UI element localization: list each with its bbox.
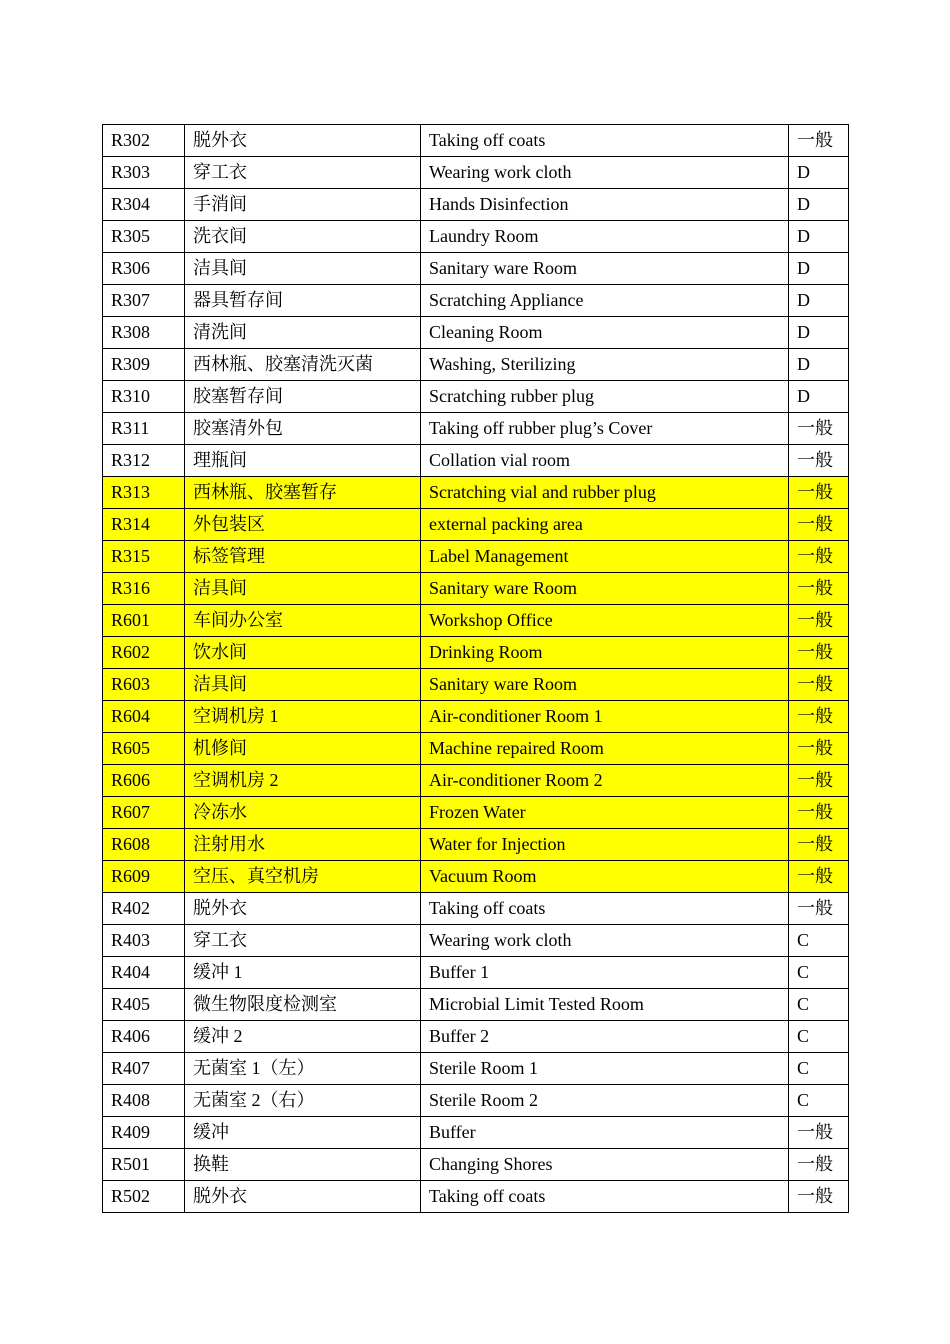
table-row: [103, 445, 849, 477]
room-name-cn-cell: 机修间: [185, 733, 421, 765]
room-name-en-cell: Changing Shores: [421, 1149, 789, 1181]
room-code-cell: R604: [103, 701, 185, 733]
room-code-cell: R408: [103, 1085, 185, 1117]
room-name-cn-cell: 空调机房 1: [185, 701, 421, 733]
room-name-en-cell: Microbial Limit Tested Room: [421, 989, 789, 1021]
room-name-en-cell: Cleaning Room: [421, 317, 789, 349]
room-name-cn-cell: 缓冲 2: [185, 1021, 421, 1053]
cleanliness-grade-cell: 一般: [789, 1117, 849, 1149]
room-code-cell: R311: [103, 413, 185, 445]
room-name-cn-cell: 洁具间: [185, 573, 421, 605]
room-name-cn-cell: 空压、真空机房: [185, 861, 421, 893]
room-code-cell: R402: [103, 893, 185, 925]
table-row: [103, 957, 849, 989]
room-code-cell: R603: [103, 669, 185, 701]
room-name-cn-cell: 西林瓶、胶塞暂存: [185, 477, 421, 509]
table-row: [103, 797, 849, 829]
cleanliness-grade-cell: C: [789, 1085, 849, 1117]
room-code-cell: R315: [103, 541, 185, 573]
room-code-cell: R308: [103, 317, 185, 349]
table-row: [103, 477, 849, 509]
room-code-cell: R605: [103, 733, 185, 765]
room-name-cn-cell: 脱外衣: [185, 893, 421, 925]
room-name-en-cell: external packing area: [421, 509, 789, 541]
room-name-en-cell: Air-conditioner Room 2: [421, 765, 789, 797]
room-code-cell: R502: [103, 1181, 185, 1213]
room-name-en-cell: Sterile Room 2: [421, 1085, 789, 1117]
room-name-en-cell: Sanitary ware Room: [421, 669, 789, 701]
cleanliness-grade-cell: 一般: [789, 893, 849, 925]
room-code-cell: R607: [103, 797, 185, 829]
table-row: [103, 861, 849, 893]
room-name-en-cell: Collation vial room: [421, 445, 789, 477]
room-code-cell: R314: [103, 509, 185, 541]
room-name-cn-cell: 无菌室 2（右）: [185, 1085, 421, 1117]
cleanliness-grade-cell: D: [789, 253, 849, 285]
cleanliness-grade-cell: 一般: [789, 797, 849, 829]
room-name-cn-cell: 清洗间: [185, 317, 421, 349]
cleanliness-grade-cell: D: [789, 381, 849, 413]
room-name-en-cell: Sanitary ware Room: [421, 573, 789, 605]
room-code-cell: R303: [103, 157, 185, 189]
table-row: [103, 285, 849, 317]
cleanliness-grade-cell: 一般: [789, 1149, 849, 1181]
room-code-cell: R601: [103, 605, 185, 637]
room-name-en-cell: Wearing work cloth: [421, 157, 789, 189]
cleanliness-grade-cell: C: [789, 1021, 849, 1053]
room-code-cell: R312: [103, 445, 185, 477]
room-code-cell: R307: [103, 285, 185, 317]
room-code-cell: R316: [103, 573, 185, 605]
room-name-cn-cell: 洗衣间: [185, 221, 421, 253]
room-code-cell: R310: [103, 381, 185, 413]
table-row: [103, 733, 849, 765]
room-name-cn-cell: 器具暂存间: [185, 285, 421, 317]
room-name-en-cell: Taking off rubber plug’s Cover: [421, 413, 789, 445]
cleanliness-grade-cell: 一般: [789, 445, 849, 477]
room-name-cn-cell: 穿工衣: [185, 157, 421, 189]
table-row: [103, 1149, 849, 1181]
room-name-cn-cell: 缓冲: [185, 1117, 421, 1149]
room-name-en-cell: Scratching rubber plug: [421, 381, 789, 413]
room-name-cn-cell: 手消间: [185, 189, 421, 221]
table-row: [103, 605, 849, 637]
cleanliness-grade-cell: 一般: [789, 573, 849, 605]
room-code-cell: R313: [103, 477, 185, 509]
room-code-cell: R305: [103, 221, 185, 253]
table-row: [103, 253, 849, 285]
room-name-en-cell: Vacuum Room: [421, 861, 789, 893]
cleanliness-grade-cell: D: [789, 189, 849, 221]
room-name-en-cell: Workshop Office: [421, 605, 789, 637]
room-code-cell: R609: [103, 861, 185, 893]
room-name-cn-cell: 空调机房 2: [185, 765, 421, 797]
room-name-cn-cell: 车间办公室: [185, 605, 421, 637]
table-row: [103, 925, 849, 957]
cleanliness-grade-cell: 一般: [789, 413, 849, 445]
cleanliness-grade-cell: 一般: [789, 605, 849, 637]
room-table: [102, 124, 849, 1213]
room-name-en-cell: Scratching vial and rubber plug: [421, 477, 789, 509]
room-code-cell: R309: [103, 349, 185, 381]
table-row: [103, 189, 849, 221]
cleanliness-grade-cell: 一般: [789, 1181, 849, 1213]
room-name-cn-cell: 无菌室 1（左）: [185, 1053, 421, 1085]
room-code-cell: R304: [103, 189, 185, 221]
room-code-cell: R501: [103, 1149, 185, 1181]
cleanliness-grade-cell: 一般: [789, 669, 849, 701]
table-row: [103, 413, 849, 445]
table-row: [103, 1053, 849, 1085]
cleanliness-grade-cell: 一般: [789, 861, 849, 893]
cleanliness-grade-cell: 一般: [789, 125, 849, 157]
cleanliness-grade-cell: C: [789, 1053, 849, 1085]
cleanliness-grade-cell: 一般: [789, 541, 849, 573]
room-name-cn-cell: 胶塞暂存间: [185, 381, 421, 413]
cleanliness-grade-cell: C: [789, 925, 849, 957]
table-row: [103, 701, 849, 733]
room-name-en-cell: Washing, Sterilizing: [421, 349, 789, 381]
table-row: [103, 637, 849, 669]
room-code-cell: R306: [103, 253, 185, 285]
room-name-cn-cell: 西林瓶、胶塞清洗灭菌: [185, 349, 421, 381]
cleanliness-grade-cell: 一般: [789, 637, 849, 669]
room-name-en-cell: Sanitary ware Room: [421, 253, 789, 285]
room-name-en-cell: Label Management: [421, 541, 789, 573]
table-row: [103, 1085, 849, 1117]
room-name-en-cell: Machine repaired Room: [421, 733, 789, 765]
room-name-cn-cell: 外包装区: [185, 509, 421, 541]
room-name-cn-cell: 微生物限度检测室: [185, 989, 421, 1021]
cleanliness-grade-cell: 一般: [789, 765, 849, 797]
room-code-cell: R602: [103, 637, 185, 669]
cleanliness-grade-cell: 一般: [789, 701, 849, 733]
cleanliness-grade-cell: 一般: [789, 477, 849, 509]
cleanliness-grade-cell: D: [789, 157, 849, 189]
room-name-cn-cell: 脱外衣: [185, 125, 421, 157]
room-name-en-cell: Taking off coats: [421, 125, 789, 157]
table-row: [103, 765, 849, 797]
cleanliness-grade-cell: C: [789, 957, 849, 989]
room-table-body: [103, 125, 849, 1213]
room-name-en-cell: Taking off coats: [421, 893, 789, 925]
room-name-cn-cell: 注射用水: [185, 829, 421, 861]
room-name-en-cell: Wearing work cloth: [421, 925, 789, 957]
room-code-cell: R409: [103, 1117, 185, 1149]
room-name-cn-cell: 洁具间: [185, 669, 421, 701]
room-code-cell: R608: [103, 829, 185, 861]
room-name-en-cell: Water for Injection: [421, 829, 789, 861]
table-row: [103, 509, 849, 541]
room-code-cell: R404: [103, 957, 185, 989]
room-name-en-cell: Drinking Room: [421, 637, 789, 669]
cleanliness-grade-cell: 一般: [789, 829, 849, 861]
room-name-cn-cell: 饮水间: [185, 637, 421, 669]
room-name-en-cell: Taking off coats: [421, 1181, 789, 1213]
table-row: [103, 829, 849, 861]
room-name-cn-cell: 洁具间: [185, 253, 421, 285]
room-name-cn-cell: 冷冻水: [185, 797, 421, 829]
room-name-en-cell: Scratching Appliance: [421, 285, 789, 317]
room-name-en-cell: Hands Disinfection: [421, 189, 789, 221]
room-code-cell: R302: [103, 125, 185, 157]
room-name-en-cell: Air-conditioner Room 1: [421, 701, 789, 733]
room-name-cn-cell: 穿工衣: [185, 925, 421, 957]
room-name-en-cell: Frozen Water: [421, 797, 789, 829]
table-row: [103, 317, 849, 349]
cleanliness-grade-cell: D: [789, 317, 849, 349]
table-row: [103, 349, 849, 381]
room-name-en-cell: Sterile Room 1: [421, 1053, 789, 1085]
room-name-cn-cell: 脱外衣: [185, 1181, 421, 1213]
room-name-en-cell: Buffer 2: [421, 1021, 789, 1053]
cleanliness-grade-cell: D: [789, 285, 849, 317]
table-row: [103, 125, 849, 157]
room-code-cell: R405: [103, 989, 185, 1021]
room-code-cell: R403: [103, 925, 185, 957]
cleanliness-grade-cell: 一般: [789, 509, 849, 541]
room-name-en-cell: Laundry Room: [421, 221, 789, 253]
table-row: [103, 989, 849, 1021]
table-row: [103, 1117, 849, 1149]
room-name-cn-cell: 胶塞清外包: [185, 413, 421, 445]
room-name-cn-cell: 换鞋: [185, 1149, 421, 1181]
cleanliness-grade-cell: C: [789, 989, 849, 1021]
table-row: [103, 669, 849, 701]
room-name-en-cell: Buffer: [421, 1117, 789, 1149]
table-row: [103, 541, 849, 573]
room-name-en-cell: Buffer 1: [421, 957, 789, 989]
room-name-cn-cell: 标签管理: [185, 541, 421, 573]
table-row: [103, 573, 849, 605]
room-name-cn-cell: 理瓶间: [185, 445, 421, 477]
table-row: [103, 381, 849, 413]
table-row: [103, 157, 849, 189]
table-row: [103, 1021, 849, 1053]
cleanliness-grade-cell: D: [789, 221, 849, 253]
cleanliness-grade-cell: 一般: [789, 733, 849, 765]
table-row: [103, 221, 849, 253]
cleanliness-grade-cell: D: [789, 349, 849, 381]
room-code-cell: R407: [103, 1053, 185, 1085]
table-row: [103, 1181, 849, 1213]
room-name-cn-cell: 缓冲 1: [185, 957, 421, 989]
room-code-cell: R606: [103, 765, 185, 797]
room-code-cell: R406: [103, 1021, 185, 1053]
table-row: [103, 893, 849, 925]
